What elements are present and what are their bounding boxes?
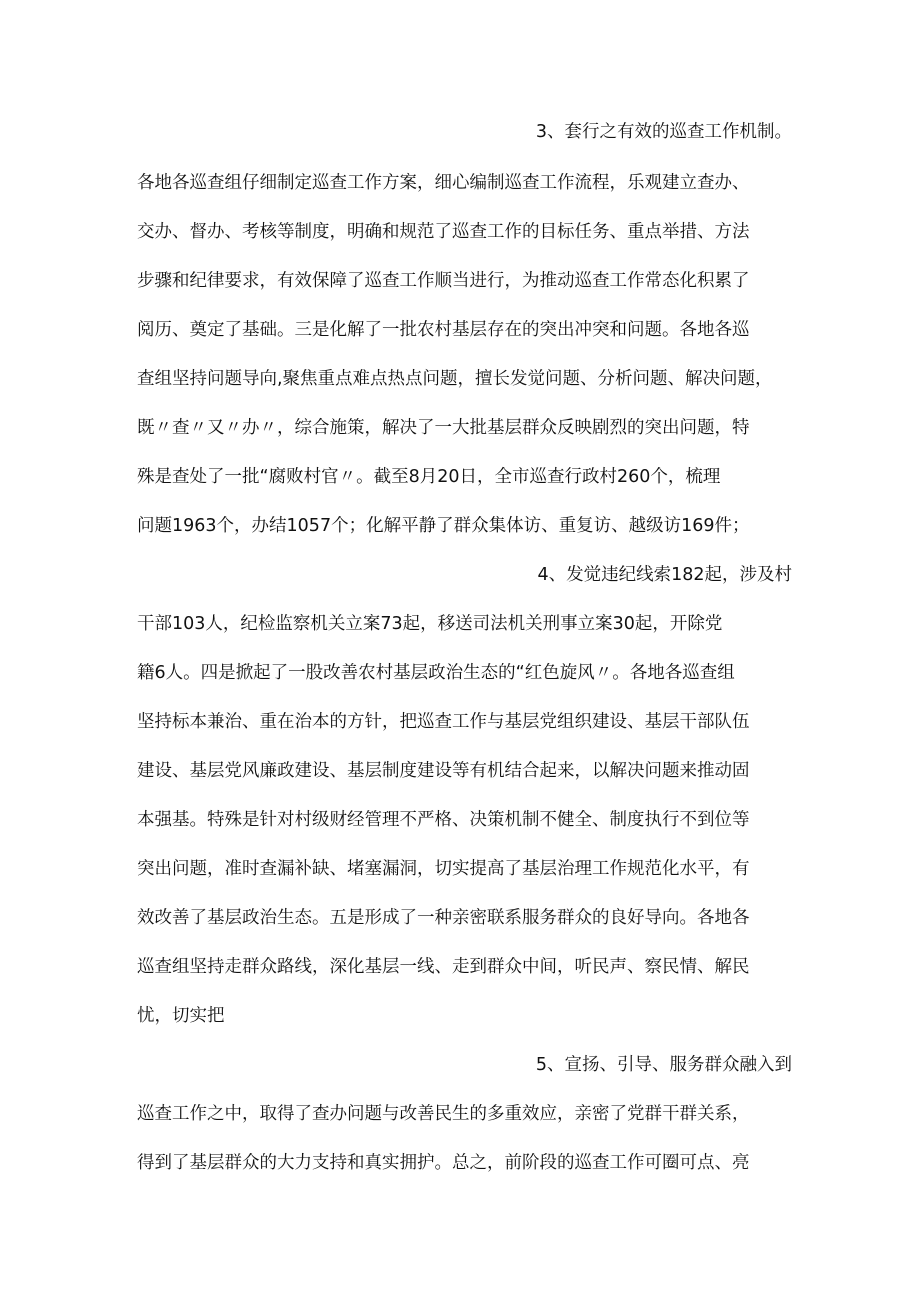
section-heading-4: 4、发觉违纪线索182起，涉及村 (537, 565, 792, 585)
section-heading-3: 3、套行之有效的巡查工作机制。 (535, 122, 792, 142)
paragraph-line: 籍6人。四是掀起了一股改善农村基层政治生态的“红色旋风〃。各地各巡查组 (137, 663, 735, 683)
paragraph-line: 各地各巡查组仔细制定巡查工作方案，细心编制巡查工作流程，乐观建立查办、 (137, 173, 750, 193)
paragraph-line: 建设、基层党风廉政建设、基层制度建设等有机结合起来，以解决问题来推动固 (137, 761, 750, 781)
paragraph-line: 本强基。特殊是针对村级财经管理不严格、决策机制不健全、制度执行不到位等 (137, 810, 750, 830)
paragraph-line: 交办、督办、考核等制度，明确和规范了巡查工作的目标任务、重点举措、方法 (137, 222, 750, 242)
paragraph-line: 巡查组坚持走群众路线，深化基层一线、走到群众中间，听民声、察民情、解民 (137, 957, 750, 977)
paragraph-line: 问题1963个，办结1057个；化解平静了群众集体访、重复访、越级访169件； (137, 516, 750, 536)
paragraph-line: 得到了基层群众的大力支持和真实拥护。总之，前阶段的巡查工作可圈可点、亮 (137, 1153, 750, 1173)
paragraph-line: 阅历、奠定了基础。三是化解了一批农村基层存在的突出冲突和问题。各地各巡 (137, 320, 750, 340)
paragraph-line: 效改善了基层政治生态。五是形成了一种亲密联系服务群众的良好导向。各地各 (137, 908, 750, 928)
paragraph-line: 殊是查处了一批“腐败村官〃。截至8月20日，全市巡查行政村260个，梳理 (137, 467, 721, 487)
paragraph-line: 查组坚持问题导向,聚焦重点难点热点问题，擅长发觉问题、分析问题、解决问题， (137, 369, 773, 389)
paragraph-line: 巡查工作之中，取得了查办问题与改善民生的多重效应，亲密了党群干群关系， (137, 1104, 750, 1124)
paragraph-line: 步骤和纪律要求，有效保障了巡查工作顺当进行，为推动巡查工作常态化积累了 (137, 271, 750, 291)
paragraph-line: 坚持标本兼治、重在治本的方针，把巡查工作与基层党组织建设、基层干部队伍 (137, 712, 750, 732)
paragraph-line: 干部103人，纪检监察机关立案73起，移送司法机关刑事立案30起，开除党 (137, 614, 723, 634)
paragraph-line: 忧，切实把 (137, 1006, 225, 1026)
paragraph-line: 既〃查〃又〃办〃，综合施策，解决了一大批基层群众反映剧烈的突出问题，特 (137, 418, 750, 438)
paragraph-line: 突出问题，准时查漏补缺、堵塞漏洞，切实提高了基层治理工作规范化水平，有 (137, 859, 750, 879)
section-heading-5: 5、宣扬、引导、服务群众融入到 (535, 1055, 792, 1075)
